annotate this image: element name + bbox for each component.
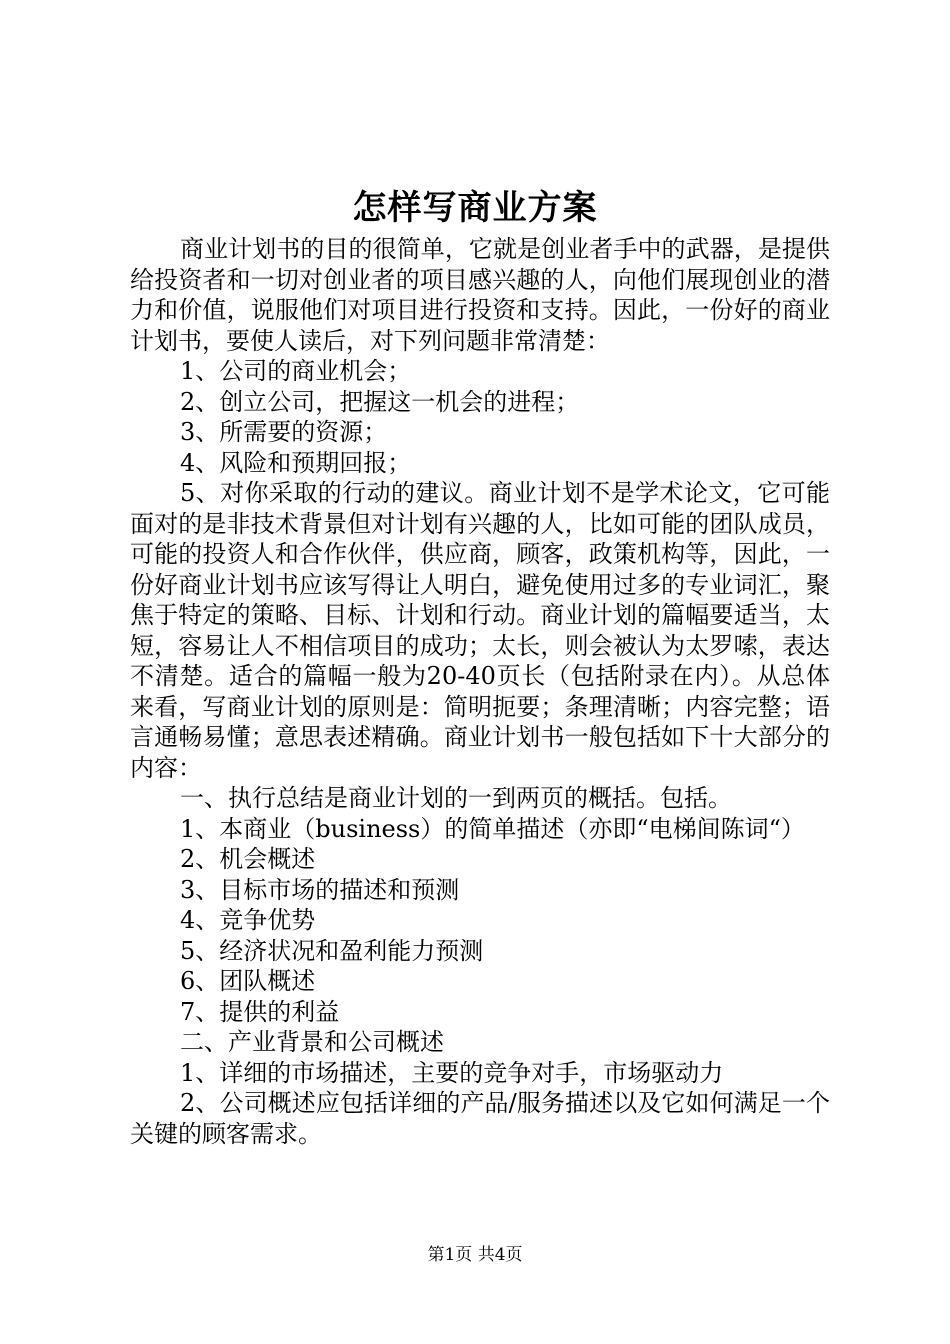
list-item: 1、详细的市场描述，主要的竞争对手，市场驱动力 (180, 1058, 724, 1087)
list-item: 7、提供的利益 (180, 997, 340, 1026)
section-heading: 一、执行总结是商业计划的一到两页的概括。包括。 (180, 784, 732, 812)
body-paragraph: 5、对你采取的行动的建议。商业计划不是学术论文，它可能面对的是非技术背景但对计划有兴趣的人，比如可能的团队成员，可能的投资人和合作伙伴，供应商，顾客，政策机构等，因此，一份好商业计划书应该写得让人明白，避免使用过多的专业词汇，聚焦于特定的策略、目标、计划和行动。商业计划的篇幅要适当，太短，容易让人不相信项目的成功；太长，则会被认为太罗嗦，表达不清楚。适合的篇幅一般为20-40页长（包括附录在内）。从总体来看，写商业计划的原则是：简明扼要；条理清晰；内容完整；语言通畅易懂；意思表述精确。商业计划书一般包括如下十大部分的内容： (130, 479, 830, 782)
list-item: 3、目标市场的描述和预测 (180, 875, 460, 904)
list-item: 2、机会概述 (180, 845, 316, 873)
list-item: 6、团队概述 (180, 967, 316, 995)
list-item: 4、风险和预期回报； (180, 448, 412, 477)
document-title: 怎样写商业方案 (352, 188, 598, 228)
list-item: 5、经济状况和盈利能力预测 (180, 936, 484, 965)
document-body (130, 234, 830, 1149)
list-item: 2、公司概述应包括详细的产品/服务描述以及它如何满足一个关键的顾客需求。 (130, 1089, 830, 1148)
list-item: 1、本商业（business）的简单描述（亦即“电梯间陈词“） (180, 814, 805, 843)
section-heading: 二、产业背景和公司概述 (180, 1028, 444, 1056)
list-item: 2、创立公司，把握这一机会的进程； (180, 387, 580, 416)
list-item: 1、公司的商业机会； (180, 357, 412, 385)
page-footer: 第1页 共4页 (427, 1245, 523, 1265)
list-item: 4、竞争优势 (180, 906, 316, 934)
list-item: 3、所需要的资源； (180, 418, 388, 446)
intro-paragraph: 商业计划书的目的很简单，它就是创业者手中的武器，是提供给投资者和一切对创业者的项目感兴趣的人，向他们展现创业的潜力和价值，说服他们对项目进行投资和支持。因此，一份好的商业计划书，要使人读后，对下列问题非常清楚： (130, 235, 830, 355)
